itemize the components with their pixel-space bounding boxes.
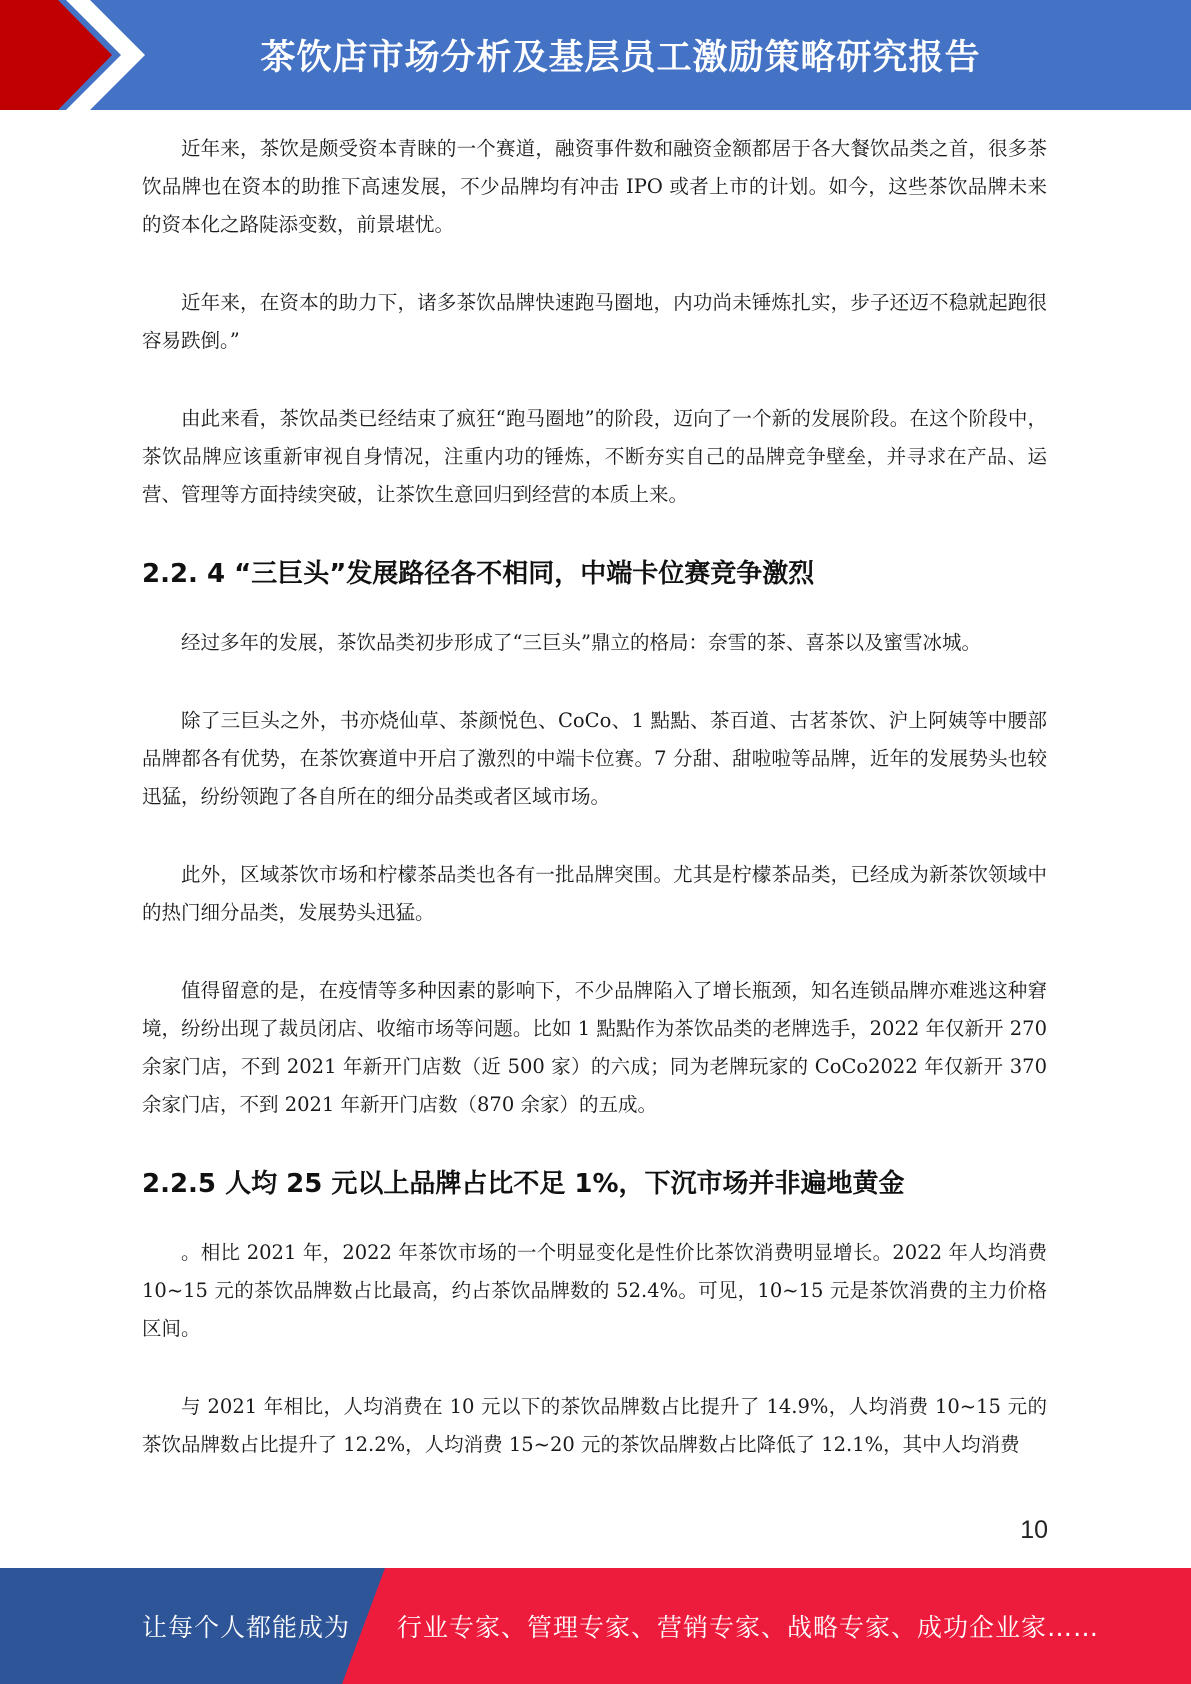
section-heading: 2.2.5 人均 25 元以上品牌占比不足 1%，下沉市场并非遍地黄金 (142, 1169, 905, 1199)
paragraph: 由此来看，茶饮品类已经结束了疯狂“跑马圈地”的阶段，迈向了一个新的发展阶段。在这个阶段中，茶饮品牌应该重新审视自身情况，注重内功的锤炼，不断夯实自己的品牌竞争壁垒，并寻求在产品、运营、管理等方面持续突破，让茶饮生意回归到经营的本质上来。 (142, 407, 1047, 506)
header-arrow-decoration (0, 0, 160, 110)
paragraph: 近年来，茶饮是颇受资本青睐的一个赛道，融资事件数和融资金额都居于各大餐饮品类之首，很多茶饮品牌也在资本的助推下高速发展，不少品牌均有冲击 IPO 或者上市的计划。如今，这些茶饮品牌未来的资本化之路陡添变数，前景堪忧。 (142, 137, 1047, 236)
footer-slogan-right: 行业专家、管理专家、营销专家、战略专家、成功企业家…… (397, 1613, 1100, 1642)
document-body (142, 130, 1047, 1504)
page-number: 10 (1020, 1516, 1048, 1544)
report-title: 茶饮店市场分析及基层员工激励策略研究报告 (260, 38, 981, 78)
paragraph: 除了三巨头之外，书亦烧仙草、茶颜悦色、CoCo、1 點點、茶百道、古茗茶饮、沪上阿姨等中腰部品牌都各有优势，在茶饮赛道中开启了激烈的中端卡位赛。7 分甜、甜啦啦等品牌，近年的发展势头也较迅猛，纷纷领跑了各自所在的细分品类或者区域市场。 (142, 709, 1047, 808)
paragraph: 值得留意的是，在疫情等多种因素的影响下，不少品牌陷入了增长瓶颈，知名连锁品牌亦难逃这种窘境，纷纷出现了裁员闭店、收缩市场等问题。比如 1 點點作为茶饮品类的老牌选手，2022 年仅新开 270 余家门店，不到 2021 年新开门店数（近 500 家）的六成；同为老牌玩家的 CoCo2022 年仅新开 370 余家门店，不到 2021 年新开门店数（870 余家）的五成。 (142, 979, 1047, 1116)
section-heading: 2.2. 4 “三巨头”发展路径各不相同，中端卡位赛竞争激烈 (142, 559, 815, 589)
paragraph: 此外，区域茶饮市场和柠檬茶品类也各有一批品牌突围。尤其是柠檬茶品类，已经成为新茶饮领域中的热门细分品类，发展势头迅猛。 (142, 863, 1047, 924)
page-footer (0, 1568, 1191, 1684)
page-header (0, 0, 1191, 110)
paragraph: 近年来，在资本的助力下，诸多茶饮品牌快速跑马圈地，内功尚未锤炼扎实，步子还迈不稳就起跑很容易跌倒。” (142, 291, 1047, 352)
paragraph: 。相比 2021 年，2022 年茶饮市场的一个明显变化是性价比茶饮消费明显增长。2022 年人均消费 10~15 元的茶饮品牌数占比最高，约占茶饮品牌数的 52.4%。可见，10~15 元是茶饮消费的主力价格区间。 (142, 1241, 1047, 1340)
paragraph: 与 2021 年相比，人均消费在 10 元以下的茶饮品牌数占比提升了 14.9%，人均消费 10~15 元的茶饮品牌数占比提升了 12.2%，人均消费 15~20 元的茶饮品牌数占比降低了 12.1%，其中人均消费 (142, 1395, 1047, 1456)
paragraph: 经过多年的发展，茶饮品类初步形成了“三巨头”鼎立的格局：奈雪的茶、喜茶以及蜜雪冰城。 (181, 631, 981, 654)
footer-slogan-left: 让每个人都能成为 (142, 1613, 351, 1642)
